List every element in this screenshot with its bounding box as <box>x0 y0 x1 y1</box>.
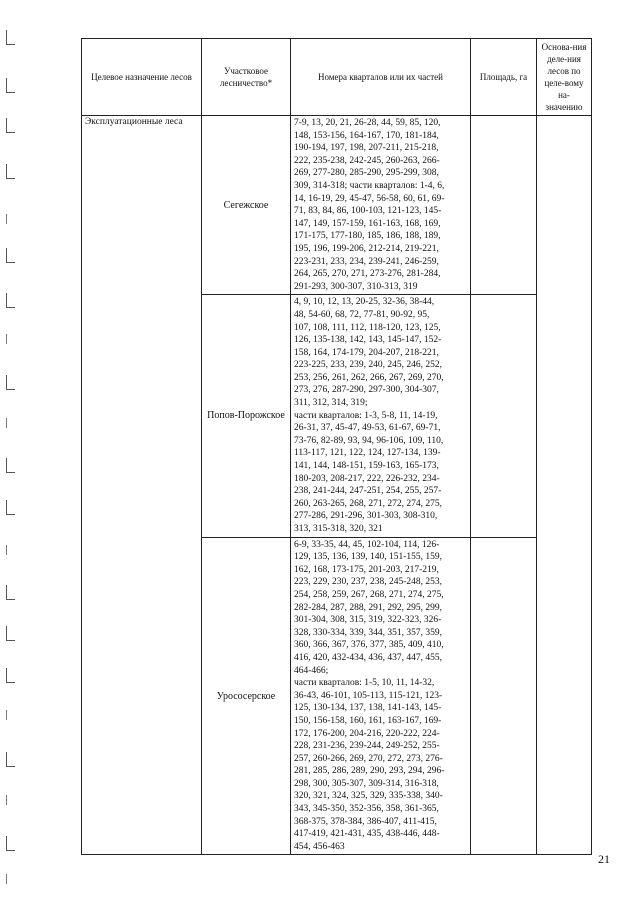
quarter-line: 4, 9, 10, 12, 13, 20-25, 32-36, 38-44, <box>294 297 435 308</box>
quarter-line: 253, 256, 261, 262, 266, 267, 269, 270, <box>294 372 444 383</box>
quarter-line: 158, 164, 174-179, 204-207, 218-221, <box>294 347 439 358</box>
quarter-line: 238, 241-244, 247-251, 254, 255, 257- <box>294 486 442 497</box>
quarter-line: 464-466; <box>294 665 329 676</box>
quarter-line: 6-9, 33-35, 44, 45, 102-104, 114, 126- <box>294 539 440 550</box>
area-cell <box>471 537 537 855</box>
quarter-line: 311, 312, 314, 319; <box>294 398 368 409</box>
quarter-line: 172, 176-200, 204-216, 220-222, 224- <box>294 728 440 739</box>
quarter-line: 254, 258, 259, 267, 268, 271, 274, 275, <box>294 589 444 600</box>
quarter-line: 150, 156-158, 160, 161, 163-167, 169- <box>294 715 442 726</box>
quarter-line: 48, 54-60, 68, 72, 77-81, 90-92, 95, <box>294 309 430 320</box>
quarter-line: 257, 260-266, 269, 270, 272, 273, 276- <box>294 753 443 764</box>
quarter-line: 222, 235-238, 242-245, 260-263, 266- <box>294 155 440 166</box>
header-basis: Основа-ния деле-ния лесов по целе-вому на-значению <box>537 39 592 116</box>
quarter-line: 190-194, 197, 198, 207-211, 215-218, <box>294 143 439 154</box>
binding-margin-marks <box>0 0 20 905</box>
district-cell-segezhskoe: Сегежское <box>202 116 291 295</box>
quarter-line: 417-419, 421-431, 435, 438-446, 448- <box>294 829 440 840</box>
quarter-line: 223, 229, 230, 237, 238, 245-248, 253, <box>294 577 443 588</box>
quarters-cell-popov-porozhskoe <box>291 295 471 537</box>
quarter-line: 195, 196, 199-206, 212-214, 219-221, <box>294 243 439 254</box>
header-area: Площадь, га <box>471 39 537 116</box>
quarter-line: 113-117, 121, 122, 124, 127-134, 139- <box>294 448 441 459</box>
area-cell <box>471 116 537 295</box>
quarter-line: 14, 16-19, 29, 45-47, 56-58, 60, 61, 69- <box>294 193 445 204</box>
quarter-line: 125, 130-134, 137, 138, 141-143, 145- <box>294 703 442 714</box>
quarter-line: 313, 315-318, 320, 321 <box>294 524 383 534</box>
quarter-line: 309, 314-318; части кварталов: 1-4, 6, <box>294 180 445 191</box>
quarter-line: 228, 231-236, 239-244, 249-252, 255- <box>294 741 440 752</box>
table-header-row <box>82 39 592 116</box>
quarter-line: части кварталов: 1-3, 5-8, 11, 14-19, <box>294 410 438 421</box>
quarter-line: 320, 321, 324, 325, 329, 335-338, 340- <box>294 791 443 802</box>
quarter-line: 162, 168, 173-175, 201-203, 217-219, <box>294 564 439 575</box>
district-cell-popov-porozhskoe: Попов-Порожское <box>202 295 291 537</box>
basis-cell <box>537 116 592 855</box>
quarter-line: 277-286, 291-296, 301-303, 308-310, <box>294 511 438 522</box>
quarter-line: 26-31, 37, 45-47, 49-53, 61-67, 69-71, <box>294 423 441 434</box>
quarter-line: части кварталов: 1-5, 10, 11, 14-32, <box>294 678 435 689</box>
quarter-line: 343, 345-350, 352-356, 358, 361-365, <box>294 804 439 815</box>
quarter-line: 260, 263-265, 268, 271, 272, 274, 275, <box>294 498 443 509</box>
quarter-line: 298, 300, 305-307, 309-314, 316-318, <box>294 778 439 789</box>
quarter-line: 328, 330-334, 339, 344, 351, 357, 359, <box>294 627 443 638</box>
quarter-line: 141, 144, 148-151, 159-163, 165-173, <box>294 461 439 472</box>
quarter-line: 291-293, 300-307, 310-313, 319 <box>294 281 418 292</box>
quarter-line: 223-225, 233, 239, 240, 245, 246, 252, <box>294 360 443 371</box>
quarter-line: 282-284, 287, 288, 291, 292, 295, 299, <box>294 602 443 613</box>
quarter-line: 281, 285, 286, 289, 290, 293, 294, 296- <box>294 766 445 777</box>
quarter-line: 171-175, 177-180, 185, 186, 188, 189, <box>294 231 441 242</box>
quarter-line: 368-375, 378-384, 386-407, 411-415, <box>294 816 437 827</box>
table-row <box>82 116 592 295</box>
page-number: 21 <box>598 852 610 866</box>
area-cell <box>471 295 537 537</box>
quarter-line: 301-304, 308, 315, 319, 322-323, 326- <box>294 615 442 626</box>
quarter-line: 129, 135, 136, 139, 140, 151-155, 159, <box>294 552 443 563</box>
header-purpose: Целевое назначение лесов <box>82 39 202 116</box>
quarter-line: 454, 456-463 <box>294 841 345 852</box>
quarter-line: 36-43, 46-101, 105-113, 115-121, 123- <box>294 690 443 701</box>
quarter-line: 269, 277-280, 285-290, 295-299, 308, <box>294 168 439 179</box>
district-cell-urososerskoe: Урососерское <box>202 537 291 855</box>
forest-purpose-table <box>81 38 592 855</box>
header-district: Участковое лесничество* <box>202 39 291 116</box>
quarter-line: 360, 366, 367, 376, 377, 385, 409, 410, <box>294 640 444 651</box>
quarter-line: 180-203, 208-217, 222, 226-232, 234- <box>294 473 440 484</box>
quarter-line: 147, 149, 157-159, 161-163, 168, 169, <box>294 218 441 229</box>
quarter-line: 126, 135-138, 142, 143, 145-147, 152- <box>294 335 442 346</box>
quarter-line: 107, 108, 111, 112, 118-120, 123, 125, <box>294 322 441 333</box>
quarter-line: 7-9, 13, 20, 21, 26-28, 44, 59, 85, 120, <box>294 118 441 128</box>
quarters-cell-segezhskoe <box>291 116 471 295</box>
quarter-line: 148, 153-156, 164-167, 170, 181-184, <box>294 130 439 141</box>
quarter-line: 416, 420, 432-434, 436, 437, 447, 455, <box>294 652 443 663</box>
quarter-line: 273, 276, 287-290, 297-300, 304-307, <box>294 385 439 396</box>
quarter-line: 264, 265, 270, 271, 273-276, 281-284, <box>294 269 441 280</box>
quarter-line: 223-231, 233, 234, 239-241, 246-259, <box>294 256 439 267</box>
header-quarters: Номера кварталов или их частей <box>291 39 471 116</box>
quarters-cell-urososerskoe <box>291 537 471 855</box>
purpose-cell: Эксплуатационные леса <box>82 116 202 855</box>
quarter-line: 71, 83, 84, 86, 100-103, 121-123, 145- <box>294 206 442 217</box>
quarter-line: 73-76, 82-89, 93, 94, 96-106, 109, 110, <box>294 435 444 446</box>
